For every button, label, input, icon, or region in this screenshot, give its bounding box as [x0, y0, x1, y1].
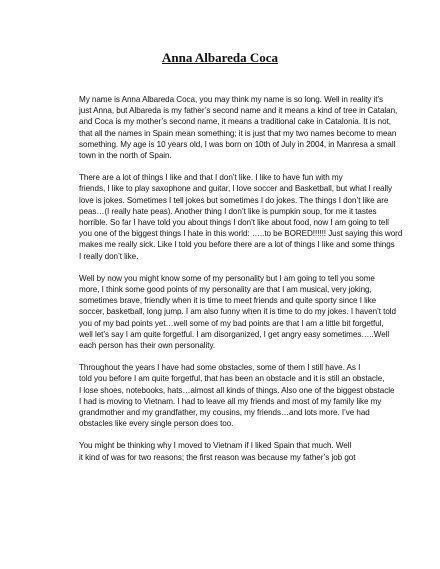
paragraph-line: each person has their own personality.: [79, 341, 216, 351]
paragraph-line: horrible. So far I have told you about things I don’t like about food, now I am going to tell: [79, 218, 389, 228]
paragraph-vietnam: [54, 440, 388, 462]
document-title: Anna Albareda Coca: [161, 50, 279, 65]
paragraph-line: makes me really sick. Like I told you before there are a lot of things I like and some things: [79, 240, 395, 250]
paragraph-obstacles: [54, 362, 395, 429]
paragraph-line: You might be thinking why I moved to Vietnam if I liked Spain that much. Well: [79, 441, 352, 451]
paragraph-line: and Coca is my mother’s second name, it means a traditional cake in Catalonia. It is not,: [79, 117, 391, 127]
paragraph-line: My name is Anna Albareda Coca, you may think my name is so long. Well in reality it’s: [79, 95, 384, 104]
paragraph-line: grandmother and my grandfather, my cousins, my friends…and lots more. I’ve had: [79, 408, 370, 418]
paragraph-personality: [54, 273, 397, 351]
paragraph-line: something. My age is 10 years old, I was born on 10th of July in 2004, in Manresa a small: [79, 139, 396, 149]
paragraph-line: soccer, basketball, long jump. I am also funny when it is time to do my jokes. I haven’t told: [79, 307, 397, 317]
paragraph-line: sometimes brave, friendly when it is time to meet friends and quite sporty since I like: [79, 296, 377, 306]
paragraph-line: you one of the biggest things I hate in this world: …..to be BORED!!!!!! Just saying this word: [79, 229, 403, 239]
paragraph-line: love is jokes. Sometimes I tell jokes but sometimes I do jokes. The things I don’t like are: [79, 195, 389, 205]
paragraph-line: that all the names in Spain mean something; it is just that my two names become to mean: [79, 128, 397, 138]
paragraph-line: it kind of was for two reasons; the first reason was because my father’s job got: [79, 452, 356, 462]
paragraph-line: peas…(I really hate peas). Another thing I don’t like is pumpkin soup, for me it tastes: [79, 206, 377, 216]
paragraph-line: you of my bad points yet…well some of my bad points are that I am a little bit forgetful,: [79, 318, 384, 328]
paragraph-line: more, I think some good points of my personality are that I am musical, very joking,: [79, 285, 372, 295]
paragraph-line: told you before I am quite forgetful, that has been an obstacle and it is still an obstacle,: [79, 374, 385, 384]
paragraph-intro: [54, 94, 398, 161]
paragraph-line: Throughout the years I have had some obstacles, some of them I still have. As I: [79, 363, 361, 373]
paragraph-line: I really don’t like.: [79, 251, 139, 261]
paragraph-line: I had is moving to Vietnam. I had to leave all my friends and most of my family like my: [79, 396, 382, 406]
paragraph-line: town in the north of Spain.: [79, 151, 172, 161]
paragraph-line: There are a lot of things I like and that I don’t like. I like to have fun with my: [79, 173, 343, 183]
paragraph-line: obstacles like every single person does too.: [79, 419, 234, 429]
paragraph-line: Well by now you might know some of my personality but I am going to tell you some: [79, 273, 375, 283]
paragraph-line: friends, I like to play saxophone and guitar, I love soccer and Basketball, but what I really: [79, 184, 392, 194]
paragraph-line: well let’s say I am quite forgetful. I am disorganized, I get angry easy sometimes…..Well: [79, 329, 390, 339]
document-body: [54, 94, 403, 474]
paragraph-line: just Anna, but Albareda is my father’s second name and it means a kind of tree in Catalan,: [79, 106, 398, 116]
paragraph-likes: [54, 172, 403, 262]
paragraph-line: I lose shoes, notebooks, hats…almost all kinds of things. Also one of the biggest obstacle: [79, 385, 395, 395]
